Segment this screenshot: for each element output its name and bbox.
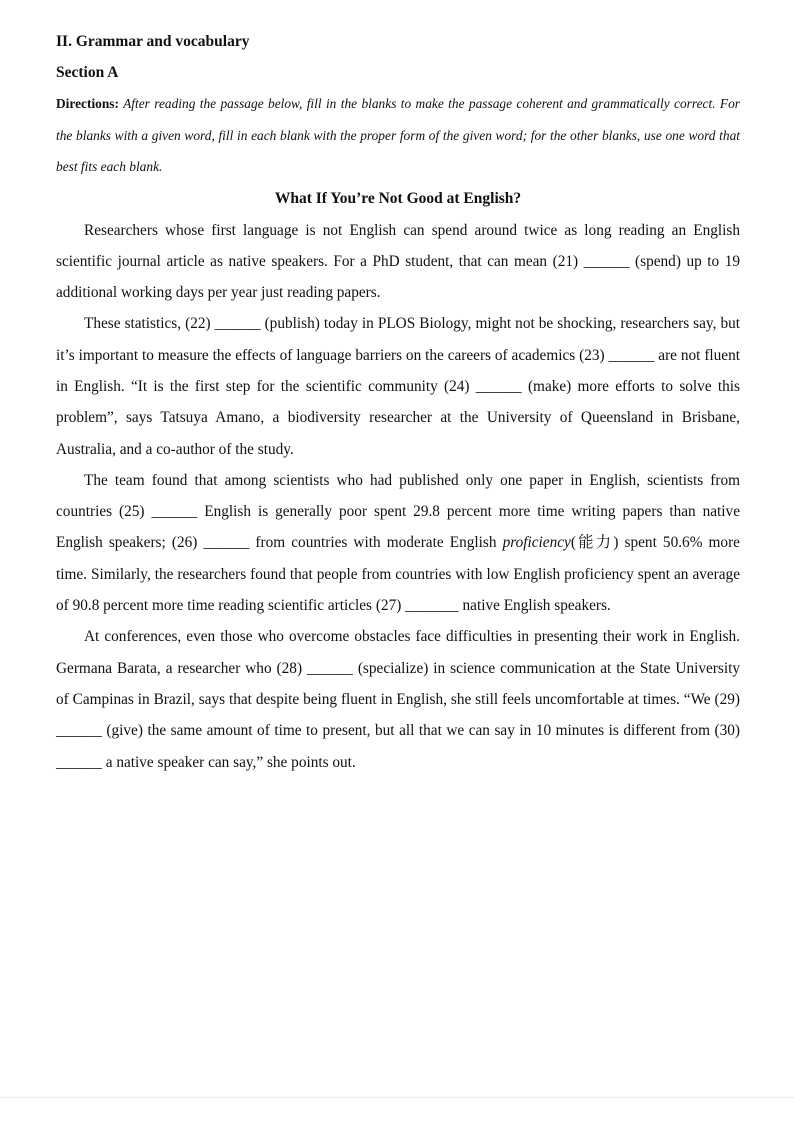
directions-text: After reading the passage below, fill in the blanks to make the passage coherent and grammatically correct. For the blanks with a given word, fill in each blank with the proper form of the given word; for the other blanks, use one word that best fits each blank.: [56, 96, 740, 174]
paragraph-4: At conferences, even those who overcome obstacles face difficulties in presenting their work in English. Germana Barata, a researcher who (28) ______ (specialize) in science communication at the State University of Campinas in Brazil, says that despite being fluent in English, she still feels uncomfortable at times. “We (29) ______ (give) the same amount of time to present, but all that we can say in 10 minutes is different from (30) ______ a native speaker can say,” she points out.: [56, 628, 740, 771]
paragraph-1: Researchers whose first language is not English can spend around twice as long reading an English scientific journal article as native speakers. For a PhD student, that can mean (21) ______ (spend) up to 19 additional working days per year just reading papers.: [56, 221, 740, 302]
paragraph-2: These statistics, (22) ______ (publish) today in PLOS Biology, might not be shocking, researchers say, but it’s important to measure the effects of language barriers on the careers of academics (23) ______ are not fluent in English. “It is the first step for the scientific community (24) ______ (make) more efforts to solve this problem”, says Tatsuya Amano, a biodiversity researcher at the University of Queensland in Brisbane, Australia, and a co-author of the study.: [56, 315, 740, 458]
paragraph-3-term: proficiency: [502, 534, 571, 552]
section-heading: II. Grammar and vocabulary: [56, 33, 250, 50]
paragraph-3-text-b: spent 50.6% more time. Similarly, the researchers found that people from countries with low English proficiency spent an average of 90.8 percent more time reading scientific articles (27) _______ native English speakers.: [56, 534, 740, 615]
page-bottom-divider: [0, 1097, 794, 1098]
subsection-heading: Section A: [56, 64, 119, 81]
directions-label: Directions:: [56, 96, 119, 111]
paragraph-3-gloss: (能力): [570, 534, 619, 552]
paragraph-3-text-a: The team found that among scientists who had published only one paper in English, scientists from countries (25) ______ English is generally poor spent 29.8 percent more time writing papers than native English speakers; (26) ______ from countries with moderate English: [56, 471, 740, 552]
paragraph-3: [56, 465, 740, 621]
directions: [56, 88, 740, 183]
worksheet-page: [56, 26, 740, 778]
passage-title: What If You’re Not Good at English?: [274, 189, 522, 207]
